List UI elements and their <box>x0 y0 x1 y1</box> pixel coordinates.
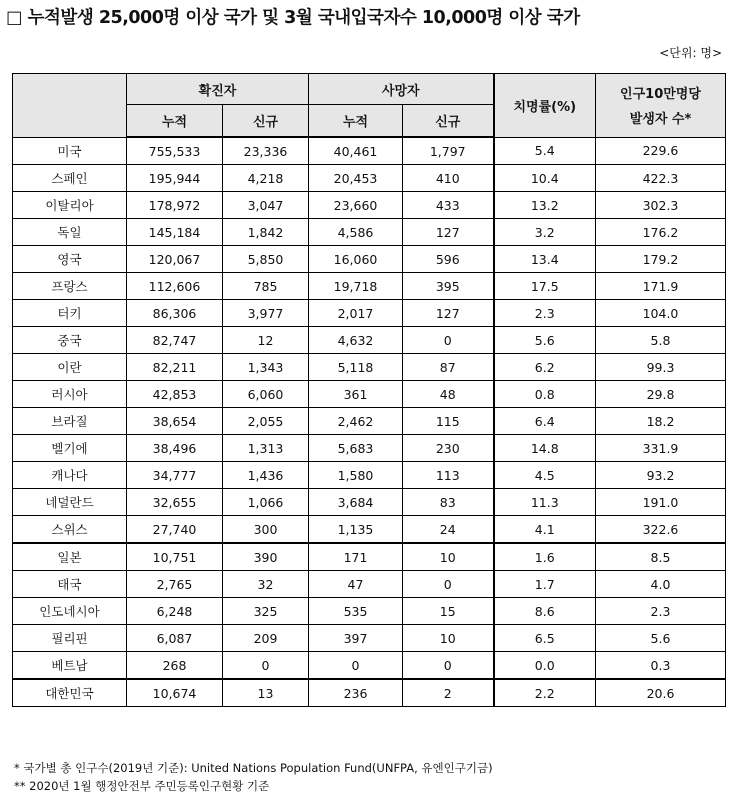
deaths-new-cell: 127 <box>403 219 494 246</box>
fatality-rate-cell: 13.2 <box>494 192 596 219</box>
per-100k-cell: 99.3 <box>596 354 726 381</box>
table-row <box>13 300 726 327</box>
header-confirmed-cumulative: 누적 <box>127 105 223 138</box>
confirmed-new-cell: 13 <box>223 679 309 707</box>
covid-stats-table <box>12 73 726 707</box>
table-row <box>13 408 726 435</box>
fatality-rate-cell: 6.4 <box>494 408 596 435</box>
country-cell: 프랑스 <box>13 273 127 300</box>
country-cell: 중국 <box>13 327 127 354</box>
table-row <box>13 489 726 516</box>
page-title: □ 누적발생 25,000명 이상 국가 및 3월 국내입국자수 10,000명 이상 국가 <box>6 8 580 28</box>
deaths-new-cell: 230 <box>403 435 494 462</box>
fatality-rate-cell: 5.4 <box>494 137 596 165</box>
per-100k-cell: 229.6 <box>596 137 726 165</box>
confirmed-new-cell: 1,066 <box>223 489 309 516</box>
country-cell: 벨기에 <box>13 435 127 462</box>
fatality-rate-cell: 0.8 <box>494 381 596 408</box>
confirmed-new-cell: 3,047 <box>223 192 309 219</box>
deaths-cumulative-cell: 397 <box>309 625 403 652</box>
confirmed-cumulative-cell: 38,654 <box>127 408 223 435</box>
fatality-rate-cell: 14.8 <box>494 435 596 462</box>
per-100k-cell: 331.9 <box>596 435 726 462</box>
deaths-cumulative-cell: 23,660 <box>309 192 403 219</box>
deaths-cumulative-cell: 20,453 <box>309 165 403 192</box>
confirmed-cumulative-cell: 112,606 <box>127 273 223 300</box>
header-confirmed: 확진자 <box>127 74 309 105</box>
fatality-rate-cell: 5.6 <box>494 327 596 354</box>
per-100k-cell: 5.6 <box>596 625 726 652</box>
table-row <box>13 516 726 544</box>
per-100k-cell: 191.0 <box>596 489 726 516</box>
deaths-new-cell: 1,797 <box>403 137 494 165</box>
unit-label: <단위: 명> <box>659 46 722 60</box>
per-100k-cell: 18.2 <box>596 408 726 435</box>
country-cell: 이탈리아 <box>13 192 127 219</box>
deaths-new-cell: 113 <box>403 462 494 489</box>
table-body <box>13 137 726 707</box>
confirmed-cumulative-cell: 10,751 <box>127 543 223 571</box>
table-row <box>13 435 726 462</box>
confirmed-cumulative-cell: 6,248 <box>127 598 223 625</box>
country-cell: 네덜란드 <box>13 489 127 516</box>
fatality-rate-cell: 2.2 <box>494 679 596 707</box>
deaths-new-cell: 115 <box>403 408 494 435</box>
per-100k-cell: 0.3 <box>596 652 726 680</box>
deaths-new-cell: 87 <box>403 354 494 381</box>
header-per-100k-line1: 인구10만명당 <box>620 87 701 103</box>
table-row <box>13 246 726 273</box>
header-per-100k <box>596 74 726 138</box>
fatality-rate-cell: 4.5 <box>494 462 596 489</box>
country-cell: 독일 <box>13 219 127 246</box>
table-row <box>13 652 726 680</box>
confirmed-new-cell: 785 <box>223 273 309 300</box>
confirmed-cumulative-cell: 178,972 <box>127 192 223 219</box>
table-row <box>13 381 726 408</box>
confirmed-new-cell: 300 <box>223 516 309 544</box>
deaths-new-cell: 48 <box>403 381 494 408</box>
fatality-rate-cell: 3.2 <box>494 219 596 246</box>
header-deaths-cumulative: 누적 <box>309 105 403 138</box>
per-100k-cell: 8.5 <box>596 543 726 571</box>
header-deaths: 사망자 <box>309 74 494 105</box>
confirmed-cumulative-cell: 6,087 <box>127 625 223 652</box>
confirmed-cumulative-cell: 86,306 <box>127 300 223 327</box>
deaths-cumulative-cell: 236 <box>309 679 403 707</box>
table-row <box>13 327 726 354</box>
deaths-new-cell: 0 <box>403 327 494 354</box>
deaths-new-cell: 596 <box>403 246 494 273</box>
per-100k-cell: 176.2 <box>596 219 726 246</box>
confirmed-new-cell: 32 <box>223 571 309 598</box>
confirmed-cumulative-cell: 27,740 <box>127 516 223 544</box>
confirmed-new-cell: 6,060 <box>223 381 309 408</box>
confirmed-new-cell: 1,436 <box>223 462 309 489</box>
fatality-rate-cell: 10.4 <box>494 165 596 192</box>
confirmed-new-cell: 12 <box>223 327 309 354</box>
country-cell: 영국 <box>13 246 127 273</box>
country-cell: 인도네시아 <box>13 598 127 625</box>
header-fatality-rate: 치명률(%) <box>494 74 596 138</box>
deaths-cumulative-cell: 19,718 <box>309 273 403 300</box>
fatality-rate-cell: 4.1 <box>494 516 596 544</box>
fatality-rate-cell: 6.2 <box>494 354 596 381</box>
fatality-rate-cell: 1.7 <box>494 571 596 598</box>
per-100k-cell: 2.3 <box>596 598 726 625</box>
deaths-new-cell: 127 <box>403 300 494 327</box>
confirmed-cumulative-cell: 38,496 <box>127 435 223 462</box>
per-100k-cell: 4.0 <box>596 571 726 598</box>
deaths-cumulative-cell: 171 <box>309 543 403 571</box>
deaths-cumulative-cell: 535 <box>309 598 403 625</box>
country-cell: 이란 <box>13 354 127 381</box>
deaths-cumulative-cell: 2,462 <box>309 408 403 435</box>
deaths-cumulative-cell: 2,017 <box>309 300 403 327</box>
confirmed-cumulative-cell: 34,777 <box>127 462 223 489</box>
deaths-cumulative-cell: 3,684 <box>309 489 403 516</box>
per-100k-cell: 422.3 <box>596 165 726 192</box>
table-row <box>13 354 726 381</box>
table-row <box>13 192 726 219</box>
fatality-rate-cell: 17.5 <box>494 273 596 300</box>
per-100k-cell: 104.0 <box>596 300 726 327</box>
country-cell: 필리핀 <box>13 625 127 652</box>
table-row <box>13 679 726 707</box>
per-100k-cell: 29.8 <box>596 381 726 408</box>
confirmed-cumulative-cell: 120,067 <box>127 246 223 273</box>
table-row <box>13 543 726 571</box>
table-row <box>13 273 726 300</box>
table-row <box>13 219 726 246</box>
per-100k-cell: 171.9 <box>596 273 726 300</box>
fatality-rate-cell: 11.3 <box>494 489 596 516</box>
deaths-new-cell: 0 <box>403 571 494 598</box>
deaths-new-cell: 0 <box>403 652 494 680</box>
deaths-cumulative-cell: 16,060 <box>309 246 403 273</box>
confirmed-cumulative-cell: 10,674 <box>127 679 223 707</box>
confirmed-new-cell: 1,842 <box>223 219 309 246</box>
per-100k-cell: 179.2 <box>596 246 726 273</box>
deaths-new-cell: 10 <box>403 543 494 571</box>
deaths-cumulative-cell: 47 <box>309 571 403 598</box>
confirmed-cumulative-cell: 145,184 <box>127 219 223 246</box>
confirmed-new-cell: 2,055 <box>223 408 309 435</box>
fatality-rate-cell: 6.5 <box>494 625 596 652</box>
country-cell: 브라질 <box>13 408 127 435</box>
country-cell: 태국 <box>13 571 127 598</box>
country-cell: 캐나다 <box>13 462 127 489</box>
country-cell: 베트남 <box>13 652 127 680</box>
deaths-new-cell: 433 <box>403 192 494 219</box>
deaths-cumulative-cell: 1,580 <box>309 462 403 489</box>
country-cell: 러시아 <box>13 381 127 408</box>
confirmed-cumulative-cell: 2,765 <box>127 571 223 598</box>
confirmed-new-cell: 1,343 <box>223 354 309 381</box>
confirmed-cumulative-cell: 755,533 <box>127 137 223 165</box>
per-100k-cell: 322.6 <box>596 516 726 544</box>
confirmed-cumulative-cell: 32,655 <box>127 489 223 516</box>
table-row <box>13 462 726 489</box>
deaths-cumulative-cell: 1,135 <box>309 516 403 544</box>
country-cell: 대한민국 <box>13 679 127 707</box>
deaths-cumulative-cell: 4,586 <box>309 219 403 246</box>
table-row <box>13 571 726 598</box>
deaths-new-cell: 83 <box>403 489 494 516</box>
confirmed-cumulative-cell: 82,211 <box>127 354 223 381</box>
confirmed-new-cell: 3,977 <box>223 300 309 327</box>
per-100k-cell: 302.3 <box>596 192 726 219</box>
table-row <box>13 137 726 165</box>
deaths-cumulative-cell: 0 <box>309 652 403 680</box>
fatality-rate-cell: 1.6 <box>494 543 596 571</box>
confirmed-new-cell: 1,313 <box>223 435 309 462</box>
deaths-new-cell: 24 <box>403 516 494 544</box>
table-row <box>13 165 726 192</box>
deaths-new-cell: 395 <box>403 273 494 300</box>
fatality-rate-cell: 2.3 <box>494 300 596 327</box>
country-cell: 미국 <box>13 137 127 165</box>
per-100k-cell: 5.8 <box>596 327 726 354</box>
deaths-cumulative-cell: 361 <box>309 381 403 408</box>
per-100k-cell: 93.2 <box>596 462 726 489</box>
confirmed-cumulative-cell: 268 <box>127 652 223 680</box>
deaths-new-cell: 410 <box>403 165 494 192</box>
country-cell: 스위스 <box>13 516 127 544</box>
table-row <box>13 598 726 625</box>
confirmed-new-cell: 209 <box>223 625 309 652</box>
confirmed-cumulative-cell: 42,853 <box>127 381 223 408</box>
confirmed-new-cell: 23,336 <box>223 137 309 165</box>
fatality-rate-cell: 8.6 <box>494 598 596 625</box>
header-confirmed-new: 신규 <box>223 105 309 138</box>
footnote-2: ** 2020년 1월 행정안전부 주민등록인구현황 기준 <box>14 779 270 793</box>
confirmed-new-cell: 4,218 <box>223 165 309 192</box>
deaths-new-cell: 10 <box>403 625 494 652</box>
header-corner <box>13 74 127 138</box>
deaths-cumulative-cell: 40,461 <box>309 137 403 165</box>
country-cell: 스페인 <box>13 165 127 192</box>
deaths-new-cell: 2 <box>403 679 494 707</box>
deaths-cumulative-cell: 4,632 <box>309 327 403 354</box>
fatality-rate-cell: 0.0 <box>494 652 596 680</box>
confirmed-new-cell: 325 <box>223 598 309 625</box>
deaths-new-cell: 15 <box>403 598 494 625</box>
table-row <box>13 625 726 652</box>
header-per-100k-line2: 발생자 수* <box>629 112 692 128</box>
confirmed-cumulative-cell: 82,747 <box>127 327 223 354</box>
per-100k-cell: 20.6 <box>596 679 726 707</box>
confirmed-new-cell: 0 <box>223 652 309 680</box>
deaths-cumulative-cell: 5,683 <box>309 435 403 462</box>
country-cell: 터키 <box>13 300 127 327</box>
fatality-rate-cell: 13.4 <box>494 246 596 273</box>
deaths-cumulative-cell: 5,118 <box>309 354 403 381</box>
footnote-1: * 국가별 총 인구수(2019년 기준): United Nations Population Fund(UNFPA, 유엔인구기금) <box>14 761 493 775</box>
confirmed-new-cell: 5,850 <box>223 246 309 273</box>
confirmed-new-cell: 390 <box>223 543 309 571</box>
header-deaths-new: 신규 <box>403 105 494 138</box>
country-cell: 일본 <box>13 543 127 571</box>
confirmed-cumulative-cell: 195,944 <box>127 165 223 192</box>
